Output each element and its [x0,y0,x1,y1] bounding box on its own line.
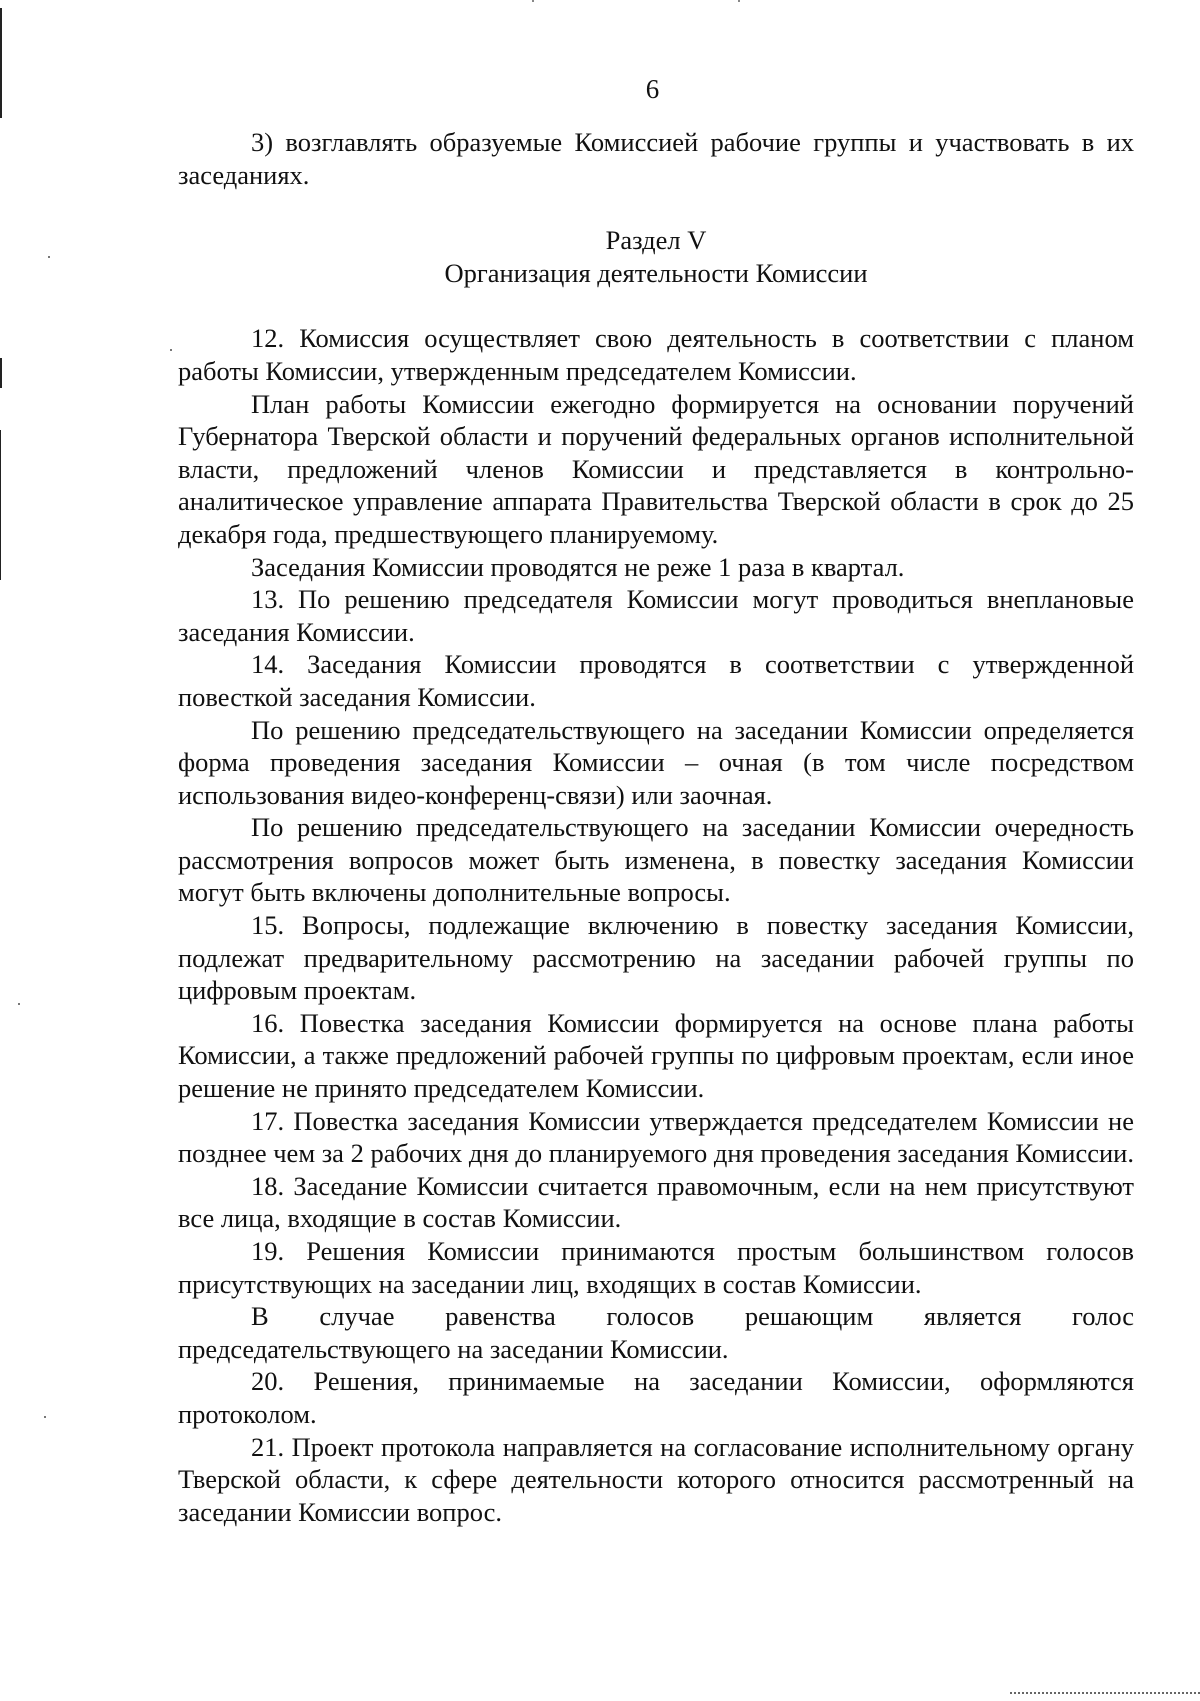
section-title: Организация деятельности Комиссии [444,257,868,288]
scan-dot [170,349,172,351]
paragraph-13: 13. По решению председателя Комиссии могут проводиться внеплановые заседания Комиссии. [178,584,1134,647]
paragraph-12: 12. Комиссия осуществляет свою деятельность в соответствии с планом работы Комиссии, утвержденным председателем Комиссии. [178,323,1134,386]
section-heading [178,224,1134,289]
paragraph-form: По решению председательствующего на заседании Комиссии определяется форма проведения заседания Комиссии – очная (в том числе посредством использования видео-конференц-связи) или заочная. [178,714,1134,810]
intro-paragraph: 3) возглавлять образуемые Комиссией рабочие группы и участвовать в их заседаниях. [178,127,1134,190]
paragraph-16: 16. Повестка заседания Комиссии формируется на основе плана работы Комиссии, а также предложений рабочей группы по цифровым проектам, если иное решение не принято председателем Комиссии. [178,1007,1134,1104]
page-number: 6 [645,74,660,104]
section-label: Раздел V [605,225,707,256]
scan-edge-mark [0,430,1,580]
scan-top-mark [738,0,740,2]
paragraph-plan: План работы Комиссии ежегодно формируется на основании поручений Губернатора Тверской области и поручений федеральных органов исполнительной власти, предложений членов Комиссии и представляется в контрольно-аналитическое управление аппарата Правительства Тверской области в срок до 25 декабря года, предшествующего планируемому. [178,388,1134,549]
paragraph-15: 15. Вопросы, подлежащие включению в повестку заседания Комиссии, подлежат предварительному рассмотрению на заседании рабочей группы по цифровым проектам. [178,910,1134,1006]
paragraph-19: 19. Решения Комиссии принимаются простым большинством голосов присутствующих на заседании лиц, входящих в состав Комиссии. [178,1236,1134,1299]
document-body [178,126,1134,1528]
paragraph-20: 20. Решения, принимаемые на заседании Комиссии, оформляются протоколом. [178,1366,1134,1429]
scan-bottom-mark [1010,1692,1200,1698]
scan-edge-mark [0,358,2,388]
paragraph-18: 18. Заседание Комиссии считается правомочным, если на нем присутствуют все лица, входящие в состав Комиссии. [178,1170,1134,1234]
paragraph-tie: В случае равенства голосов решающим является голос председательствующего на заседании Комиссии. [178,1301,1134,1364]
paragraph-frequency: Заседания Комиссии проводятся не реже 1 раза в квартал. [251,551,905,582]
paragraph-14: 14. Заседания Комиссии проводятся в соответствии с утвержденной повесткой заседания Комиссии. [178,649,1134,712]
paragraph-21: 21. Проект протокола направляется на согласование исполнительному органу Тверской области, к сфере деятельности которого относится рассмотренный на заседании Комиссии вопрос. [178,1431,1134,1527]
paragraph-17: 17. Повестка заседания Комиссии утверждается председателем Комиссии не позднее чем за 2 рабочих дня до планируемого дня проведения заседания Комиссии. [178,1105,1134,1169]
scan-dot [44,1416,46,1418]
scan-dot [18,1003,20,1005]
scan-top-mark [532,0,534,2]
paragraph-order: По решению председательствующего на заседании Комиссии очередность рассмотрения вопросов может быть изменена, в повестку заседания Комиссии могут быть включены дополнительные вопросы. [178,812,1134,908]
scan-dot [48,256,50,258]
